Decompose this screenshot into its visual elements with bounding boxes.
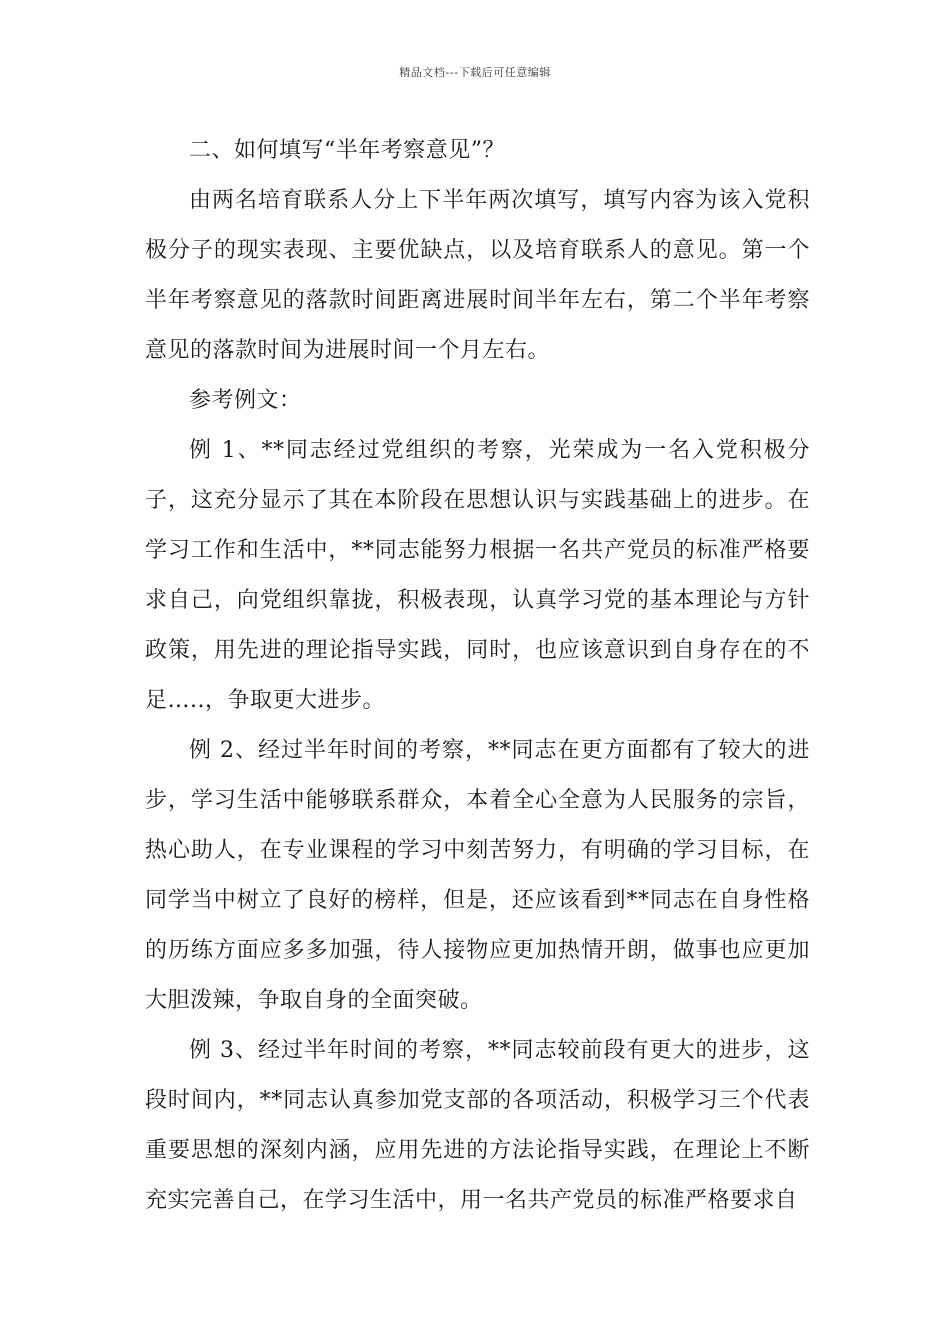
example-2-paragraph: 例 2、经过半年时间的考察，**同志在更方面都有了较大的进步，学习生活中能够联系群众，本着全心全意为人民服务的宗旨，热心助人，在专业课程的学习中刻苦努力，有明确的学习目标，在同学当中树立了良好的榜样，但是，还应该看到**同志在自身性格的历练方面应多多加强，待人接物应更加热情开朗，做事也应更加大胆泼辣，争取自身的全面突破。: [145, 738, 810, 1013]
example-3-paragraph: 例 3、经过半年时间的考察，**同志较前段有更大的进步，这段时间内，**同志认真参加党支部的各项活动，积极学习三个代表重要思想的深刻内涵，应用先进的方法论指导实践，在理论上不断充实完善自己，在学习生活中，用一名共产党员的标准严格要求自: [145, 1038, 810, 1213]
section-heading: 二、如何填写“半年考察意见”？: [189, 138, 505, 163]
document-body: [145, 126, 810, 1226]
page-header: 精品文档---下载后可任意编辑: [399, 66, 551, 79]
intro-paragraph: 由两名培育联系人分上下半年两次填写，填写内容为该入党积极分子的现实表现、主要优缺点，以及培育联系人的意见。第一个半年考察意见的落款时间距离进展时间半年左右，第二个半年考察意见的落款时间为进展时间一个月左右。: [145, 188, 810, 363]
example-1-paragraph: 例 1、**同志经过党组织的考察，光荣成为一名入党积极分子，这充分显示了其在本阶段在思想认识与实践基础上的进步。在学习工作和生活中，**同志能努力根据一名共产党员的标准严格要求自己，向党组织靠拢，积极表现，认真学习党的基本理论与方针政策，用先进的理论指导实践，同时，也应该意识到自身存在的不足…..，争取更大进步。: [145, 438, 810, 713]
reference-label: 参考例文：: [189, 388, 302, 413]
